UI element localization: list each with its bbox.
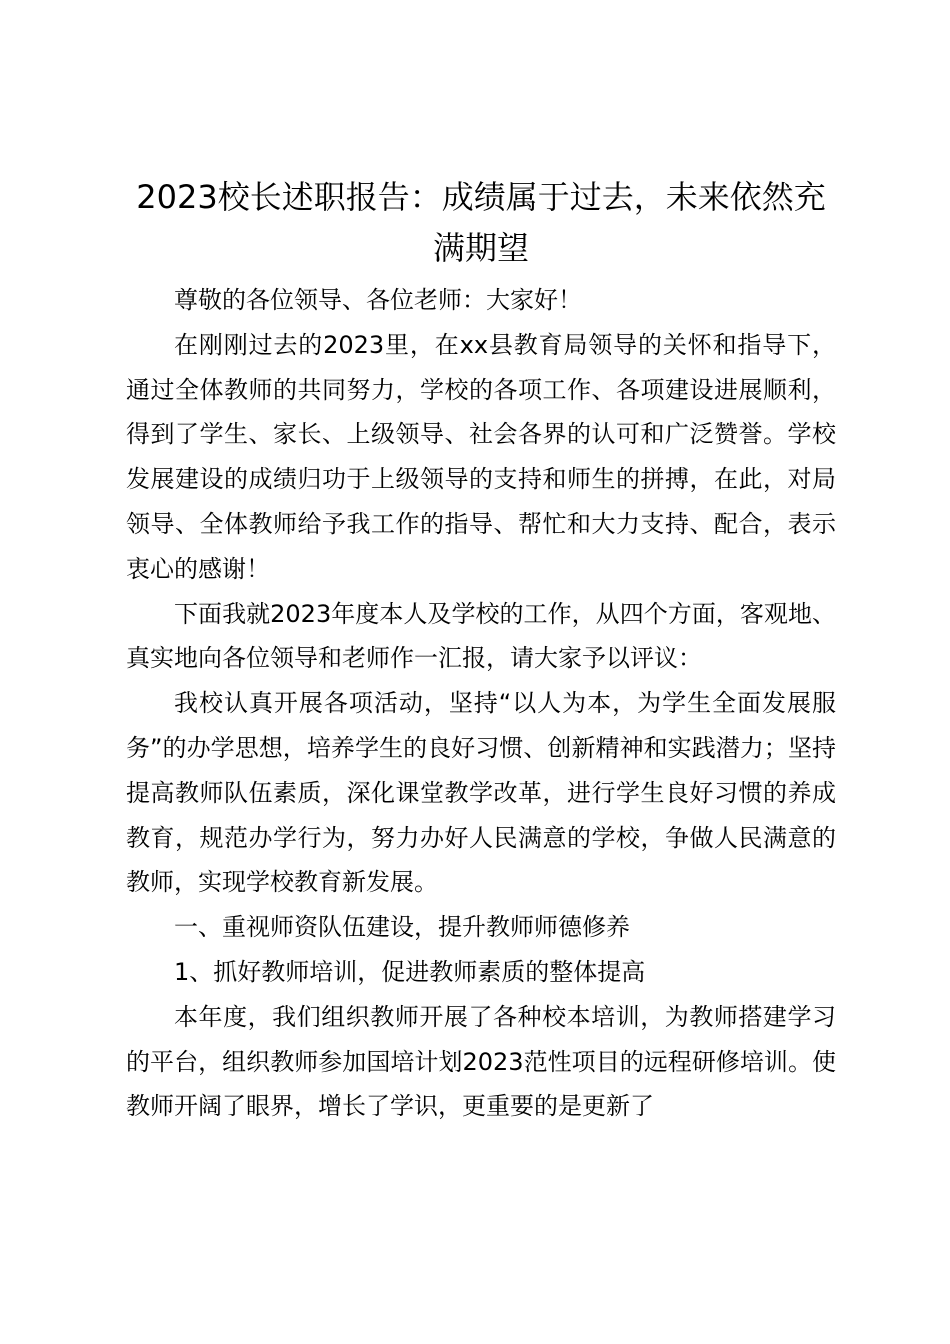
body-paragraph-4: 本年度，我们组织教师开展了各种校本培训，为教师搭建学习的平台，组织教师参加国培计划2023范性项目的远程研修培训。使教师开阔了眼界，增长了学识，更重要的是更新了: [126, 1002, 836, 1121]
document-body: [126, 172, 836, 1129]
body-paragraph-1: 在刚刚过去的2023里，在xx县教育局领导的关怀和指导下，通过全体教师的共同努力，学校的各项工作、各项建设进展顺利，得到了学生、家长、上级领导、社会各界的认可和广泛赞誉。学校发展建设的成绩归功于上级领导的支持和师生的拼搏，在此，对局领导、全体教师给予我工作的指导、帮忙和大力支持、配合，表示衷心的感谢！: [126, 330, 836, 583]
document-title: 2023校长述职报告：成绩属于过去，未来依然充满期望: [136, 178, 826, 267]
body-paragraph-3: 我校认真开展各项活动，坚持“以人为本，为学生全面发展服务”的办学思想，培养学生的良好习惯、创新精神和实践潜力；坚持提高教师队伍素质，深化课堂教学改革，进行学生良好习惯的养成教育，规范办学行为，努力办好人民满意的学校，争做人民满意的教师，实现学校教育新发展。: [126, 689, 836, 897]
section-heading-1: 一、重视师资队伍建设，提升教师师德修养: [174, 913, 630, 942]
subsection-heading-1: 1、抓好教师培训，促进教师素质的整体提高: [174, 957, 646, 986]
body-paragraph-2: 下面我就2023年度本人及学校的工作，从四个方面，客观地、真实地向各位领导和老师作一汇报，请大家予以评议：: [126, 599, 836, 673]
greeting-paragraph: 尊敬的各位领导、各位老师：大家好！: [174, 286, 582, 314]
